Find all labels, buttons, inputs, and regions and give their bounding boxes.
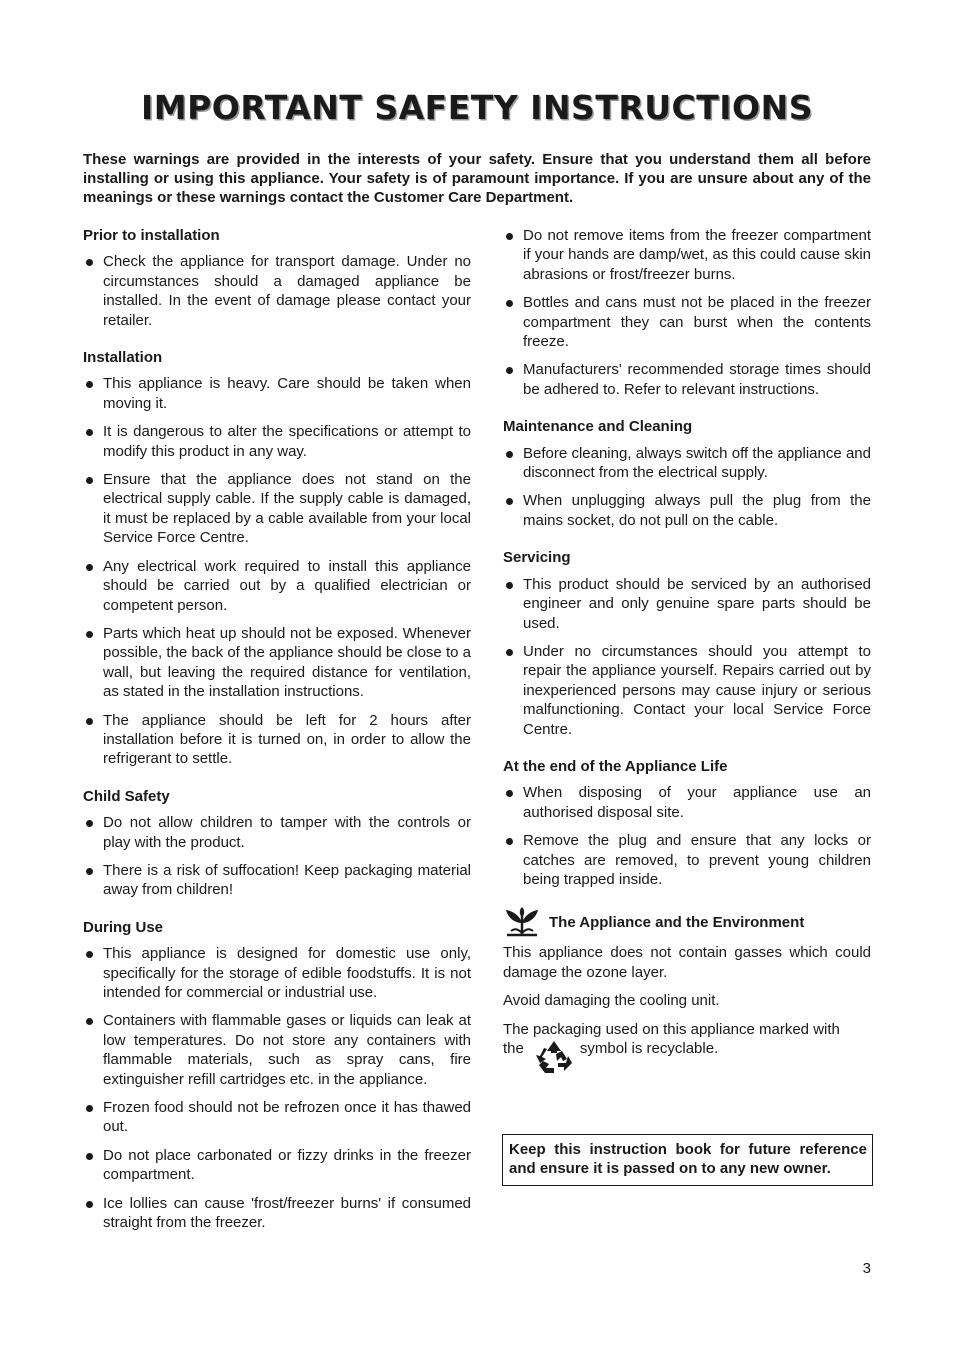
section-during-use (83, 918, 471, 1233)
section-during-use-continued (503, 226, 871, 399)
section-heading: Servicing (503, 549, 571, 567)
list-item: Any electrical work required to install this appliance should be carried out by a qualified electrician or competent person. (83, 557, 471, 615)
section-heading: During Use (83, 918, 164, 936)
recycle-text-before: The packaging used on this appliance marked with (503, 1020, 840, 1038)
list-item: This appliance is designed for domestic use only, specifically for the storage of edible foodstuffs. It is not intended for commercial or industrial use. (83, 944, 471, 1002)
bullet-list (503, 783, 871, 889)
section-heading: Maintenance and Cleaning (503, 418, 693, 436)
right-column (503, 226, 871, 1084)
environment-paragraph-3 (503, 1020, 871, 1075)
section-child-safety (83, 787, 471, 900)
recycle-text-after: symbol is recyclable. (579, 1040, 719, 1057)
bullet-list (83, 252, 471, 330)
list-item: Do not allow children to tamper with the controls or play with the product. (83, 813, 471, 852)
left-column (83, 226, 471, 1241)
section-maintenance (503, 417, 871, 530)
page-title: IMPORTANT SAFETY INSTRUCTIONS (140, 88, 813, 127)
section-heading: At the end of the Appliance Life (503, 757, 728, 775)
intro-warning: These warnings are provided in the interests of your safety. Ensure that you understand them all before installing or using this appliance. Your safety is of paramount importance. If you are unsure about any of the meanings or these warnings contact the Customer Care Department. (83, 151, 871, 206)
section-servicing (503, 548, 871, 739)
environment-paragraph-1: This appliance does not contain gasses which could damage the ozone layer. (503, 944, 871, 981)
bullet-list (503, 575, 871, 739)
list-item: This appliance is heavy. Care should be taken when moving it. (83, 374, 471, 413)
list-item: Check the appliance for transport damage. Under no circumstances should a damaged appliance be installed. In the event of damage please contact your retailer. (83, 252, 471, 330)
list-item: There is a risk of suffocation! Keep packaging material away from children! (83, 861, 471, 900)
section-installation (83, 348, 471, 769)
section-heading: Child Safety (83, 787, 170, 805)
section-end-of-life (503, 757, 871, 889)
recycle-icon (534, 1039, 574, 1075)
list-item: Ensure that the appliance does not stand on the electrical supply cable. If the supply cable is damaged, it must be replaced by a cable available from your local Service Force Centre. (83, 470, 471, 548)
bullet-list (83, 813, 471, 900)
section-prior-to-installation (83, 226, 471, 330)
list-item: This product should be serviced by an authorised engineer and only genuine spare parts should be used. (503, 575, 871, 633)
section-environment (503, 907, 871, 1075)
list-item: When unplugging always pull the plug from the mains socket, do not pull on the cable. (503, 491, 871, 530)
section-heading: Prior to installation (83, 227, 220, 244)
bullet-list (83, 374, 471, 768)
page-number: 3 (862, 1260, 871, 1277)
list-item: Before cleaning, always switch off the appliance and disconnect from the electrical supply. (503, 444, 871, 483)
list-item: When disposing of your appliance use an authorised disposal site. (503, 783, 871, 822)
list-item: Do not remove items from the freezer compartment if your hands are damp/wet, as this could cause skin abrasions or frost/freezer burns. (503, 226, 871, 284)
recycle-text-the: the (503, 1040, 524, 1057)
list-item: Do not place carbonated or fizzy drinks in the freezer compartment. (83, 1146, 471, 1185)
list-item: The appliance should be left for 2 hours after installation before it is turned on, in order to allow the refrigerant to settle. (83, 711, 471, 769)
list-item: Frozen food should not be refrozen once it has thawed out. (83, 1098, 471, 1137)
bullet-list (503, 444, 871, 531)
bullet-list (83, 944, 471, 1232)
list-item: It is dangerous to alter the specifications or attempt to modify this product in any way. (83, 422, 471, 461)
section-heading: Installation (83, 349, 163, 367)
list-item: Manufacturers' recommended storage times should be adhered to. Refer to relevant instructions. (503, 360, 871, 399)
note-box: Keep this instruction book for future reference and ensure it is passed on to any new owner. (502, 1134, 873, 1186)
list-item: Parts which heat up should not be exposed. Whenever possible, the back of the appliance should be close to a wall, but leaving the required distance for ventilation, as stated in the installation instructions. (83, 624, 471, 702)
leaf-environment-icon (503, 907, 541, 937)
list-item: Remove the plug and ensure that any locks or catches are removed, to prevent young children being trapped inside. (503, 831, 871, 889)
bullet-list (503, 226, 871, 399)
section-heading-environment (503, 907, 871, 937)
list-item: Bottles and cans must not be placed in the freezer compartment they can burst when the contents freeze. (503, 293, 871, 351)
environment-paragraph-2: Avoid damaging the cooling unit. (503, 992, 720, 1010)
list-item: Ice lollies can cause 'frost/freezer burns' if consumed straight from the freezer. (83, 1194, 471, 1233)
section-heading: The Appliance and the Environment (549, 913, 805, 931)
list-item: Under no circumstances should you attempt to repair the appliance yourself. Repairs carried out by inexperienced persons may cause injury or serious malfunctioning. Contact your local Service Force Centre. (503, 642, 871, 739)
list-item: Containers with flammable gases or liquids can leak at low temperatures. Do not store any containers with flammable materials, such as spray cans, fire extinguisher refill cartridges etc. in the appliance. (83, 1011, 471, 1089)
